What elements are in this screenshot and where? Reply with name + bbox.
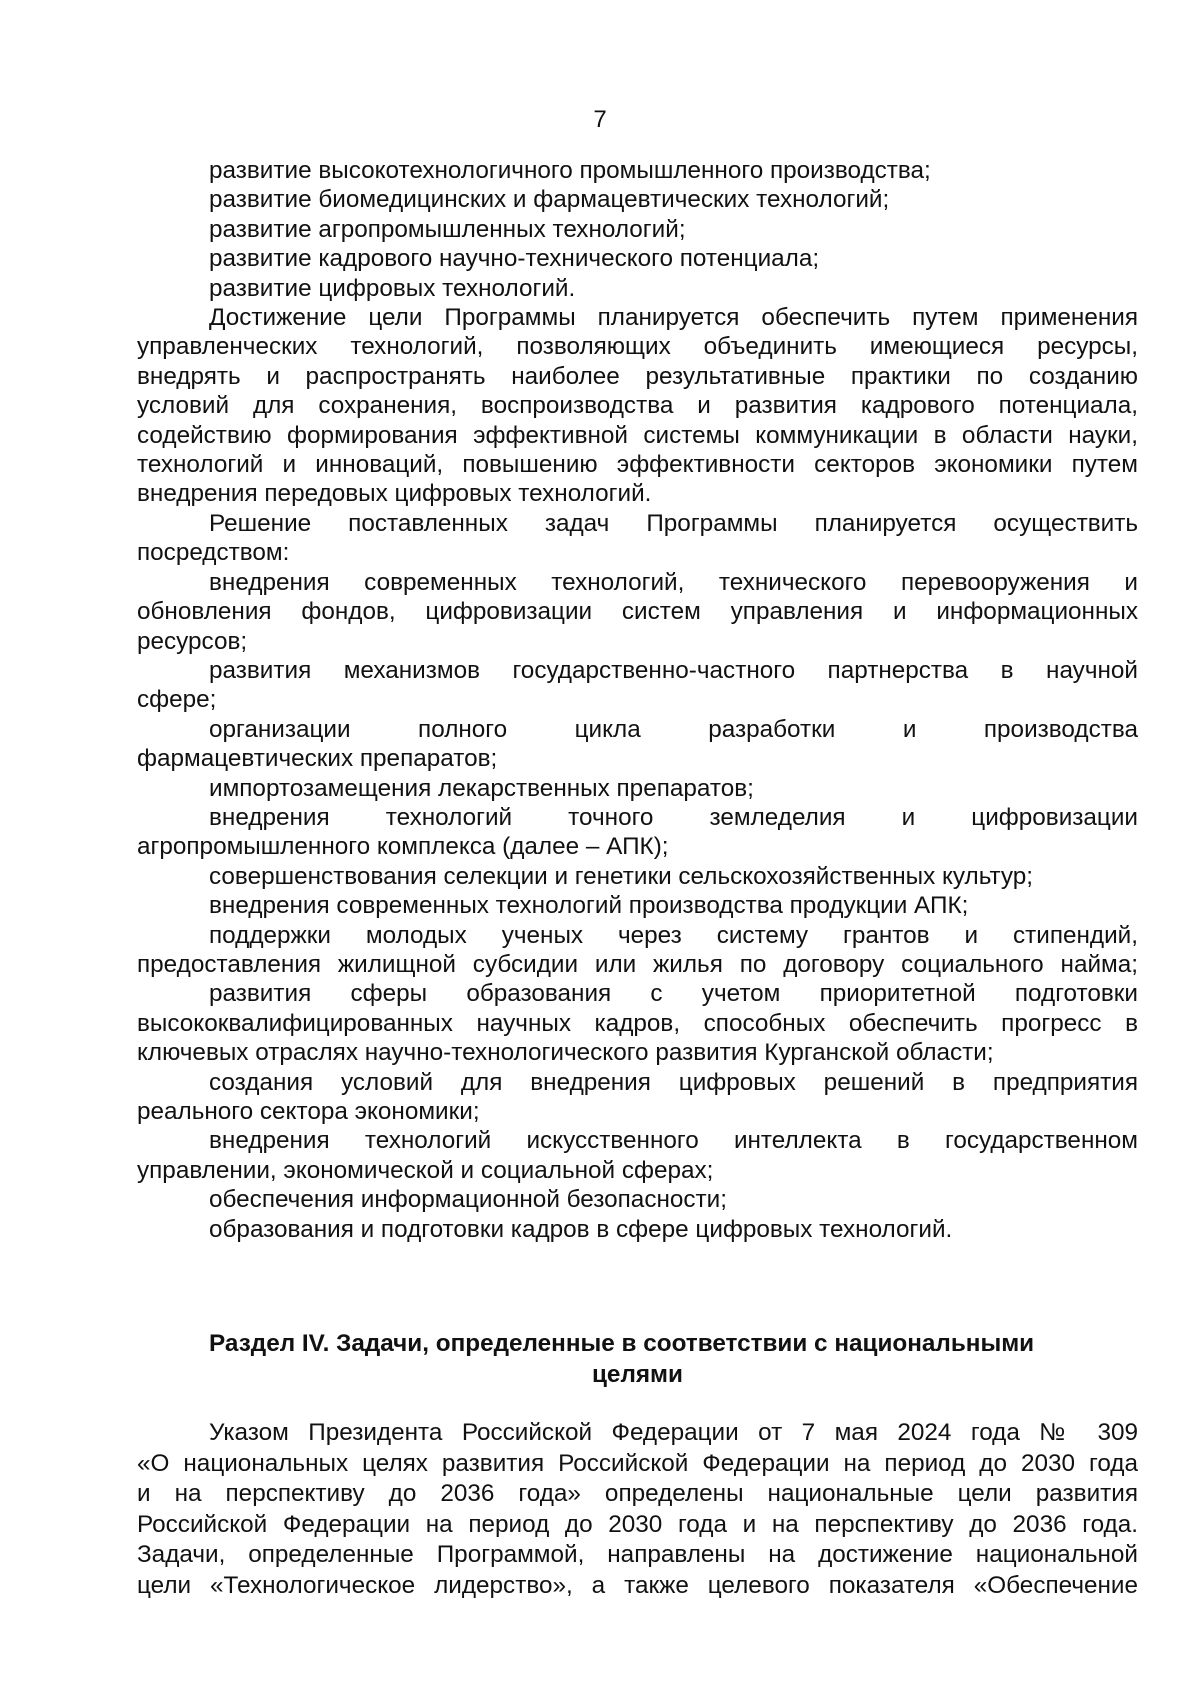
- text-line: обеспечения информационной безопасности;: [209, 1186, 727, 1214]
- section-heading-line: Раздел IV. Задачи, определенные в соответствии с национальными: [209, 1330, 1035, 1357]
- text-line: обновления фондов, цифровизации систем управления и информационных: [137, 598, 1138, 626]
- text-line: высококвалифицированных научных кадров, способных обеспечить прогресс в: [137, 1009, 1138, 1037]
- text-line: управленческих технологий, позволяющих объединить имеющиеся ресурсы,: [137, 333, 1138, 361]
- text-line: Решение поставленных задач Программы планируется осуществить: [209, 509, 1138, 537]
- section-body-text: [137, 1418, 1138, 1601]
- text-line: образования и подготовки кадров в сфере цифровых технологий.: [209, 1215, 953, 1243]
- text-line: импортозамещения лекарственных препаратов;: [209, 774, 754, 802]
- text-line: содействию формирования эффективной системы коммуникации в области науки,: [137, 421, 1138, 449]
- text-line: Российской Федерации на период до 2030 года и на перспективу до 2036 года.: [137, 1510, 1138, 1538]
- text-line: агропромышленного комплекса (далее – АПК);: [137, 833, 669, 861]
- text-line: посредством:: [137, 539, 290, 567]
- text-line: «О национальных целях развития Российской Федерации на период до 2030 года: [137, 1449, 1138, 1477]
- text-line: внедрения современных технологий, технического перевооружения и: [209, 568, 1138, 596]
- text-line: развитие цифровых технологий.: [209, 274, 576, 302]
- body-text: [137, 156, 1138, 1244]
- text-line: внедрять и распространять наиболее результативные практики по созданию: [137, 362, 1138, 390]
- text-line: технологий и инноваций, повышению эффективности секторов экономики путем: [137, 451, 1138, 479]
- text-line: поддержки молодых ученых через систему грантов и стипендий,: [209, 921, 1138, 949]
- text-line: фармацевтических препаратов;: [137, 745, 498, 773]
- section-heading-line: целями: [592, 1361, 683, 1388]
- text-line: развитие биомедицинских и фармацевтических технологий;: [209, 186, 890, 214]
- text-line: внедрения передовых цифровых технологий.: [137, 480, 652, 508]
- text-line: и на перспективу до 2036 года» определены национальные цели развития: [137, 1480, 1138, 1507]
- section-heading: [137, 1328, 1138, 1390]
- text-line: создания условий для внедрения цифровых решений в предприятия: [209, 1068, 1138, 1096]
- text-line: ключевых отраслях научно-технологического развития Курганской области;: [137, 1039, 994, 1067]
- text-line: развитие высокотехнологичного промышленного производства;: [209, 157, 931, 184]
- text-line: развитие кадрового научно-технического потенциала;: [209, 245, 820, 273]
- text-line: Достижение цели Программы планируется обеспечить путем применения: [209, 304, 1138, 332]
- text-line: сфере;: [137, 686, 217, 714]
- text-line: внедрения современных технологий производства продукции АПК;: [209, 892, 969, 920]
- text-line: Задачи, определенные Программой, направлены на достижение национальной: [137, 1541, 1138, 1568]
- text-line: ресурсов;: [137, 627, 248, 655]
- page-number: 7: [593, 106, 607, 133]
- text-line: внедрения технологий точного земледелия и цифровизации: [209, 803, 1138, 831]
- text-line: развития механизмов государственно-частного партнерства в научной: [209, 656, 1138, 684]
- text-line: Указом Президента Российской Федерации от 7 мая 2024 года № 309: [209, 1419, 1138, 1446]
- text-line: цели «Технологическое лидерство», а также целевого показателя «Обеспечение: [137, 1571, 1138, 1599]
- text-line: развития сферы образования с учетом приоритетной подготовки: [209, 980, 1138, 1008]
- text-line: предоставления жилищной субсидии или жилья по договору социального найма;: [137, 950, 1138, 978]
- text-line: реального сектора экономики;: [137, 1098, 480, 1125]
- text-line: совершенствования селекции и генетики сельскохозяйственных культур;: [209, 862, 1033, 890]
- text-line: внедрения технологий искусственного интеллекта в государственном: [209, 1127, 1138, 1155]
- text-line: организации полного цикла разработки и производства: [209, 715, 1138, 743]
- text-line: условий для сохранения, воспроизводства и развития кадрового потенциала,: [137, 392, 1138, 420]
- text-line: управлении, экономической и социальной сферах;: [137, 1156, 714, 1184]
- text-line: развитие агропромышленных технологий;: [209, 215, 686, 243]
